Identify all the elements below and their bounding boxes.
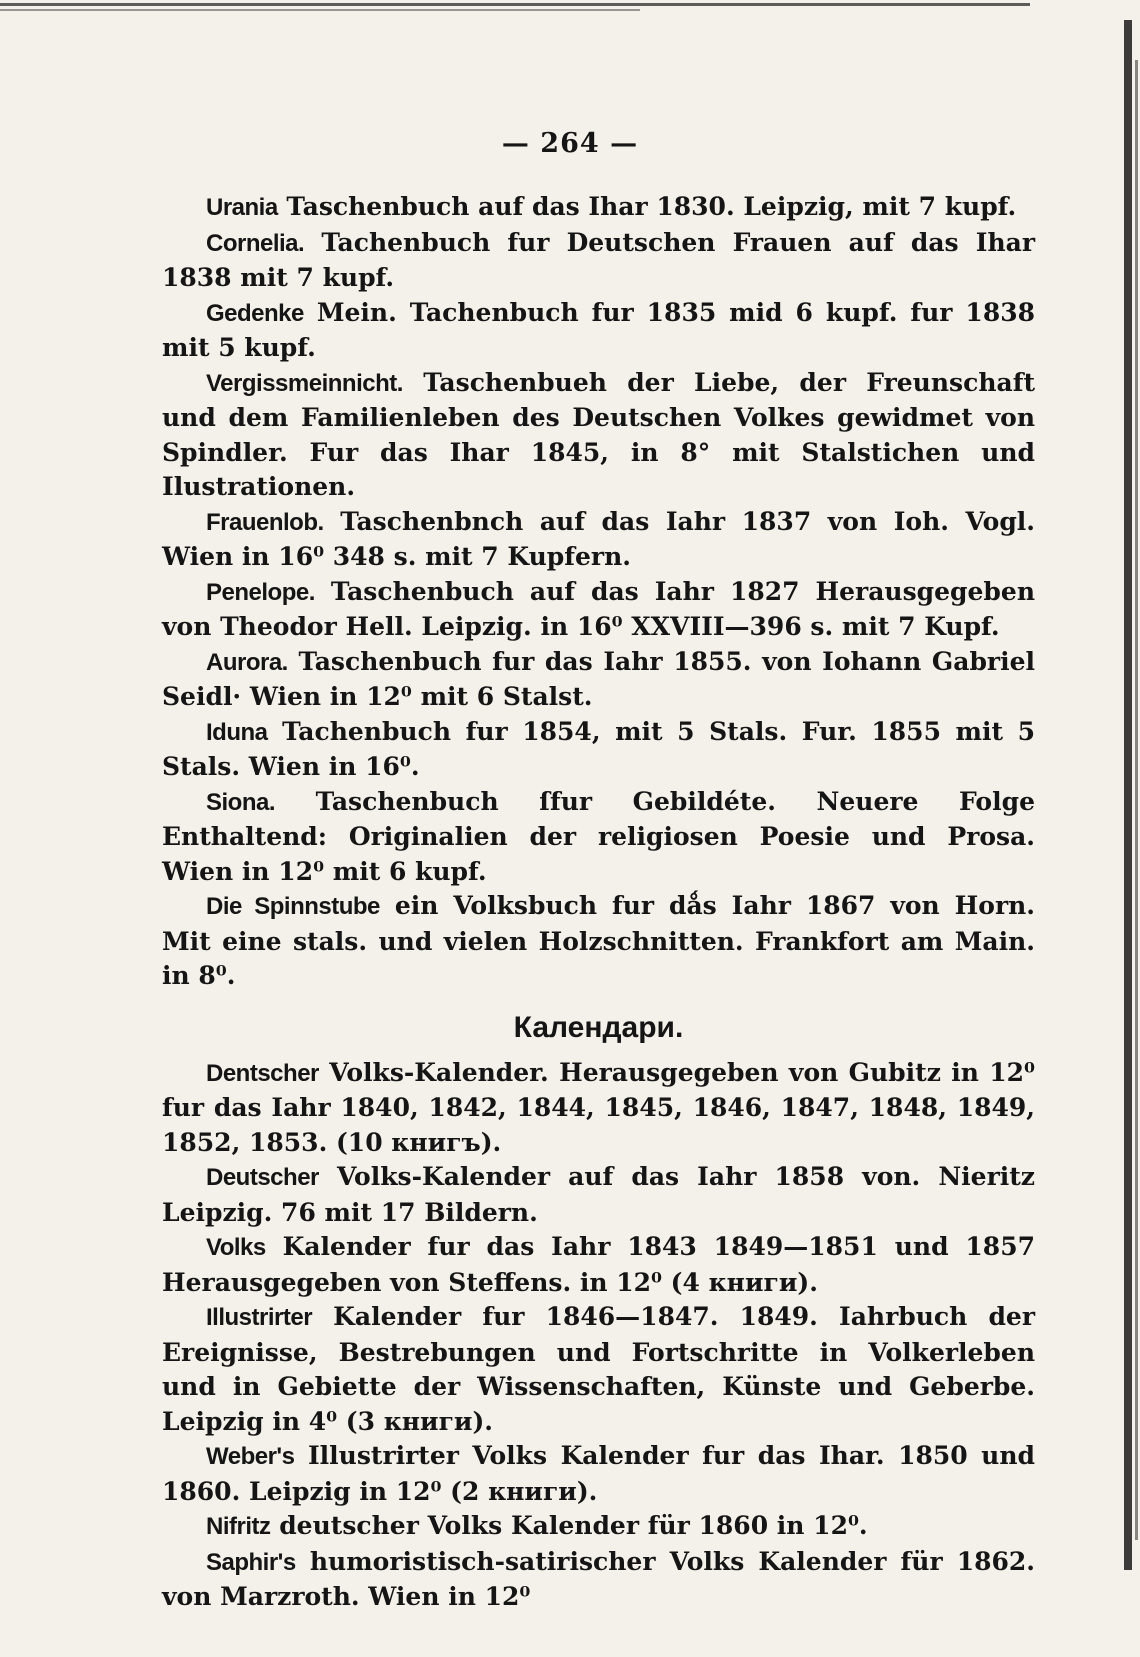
bibliography-entry [162,1509,1035,1545]
bibliography-entry [162,889,1035,994]
section-heading: Календари. [513,1010,684,1044]
bibliography-entry [162,715,1035,785]
entry-title: Vergissmeinnicht. [206,369,403,397]
entry-text: Illustrirter Volks Kalender fur das Ihar. 1850 und 1860. Leipzig in 12⁰ (2 книги). [162,1441,1035,1506]
scan-binding-shadow [1135,60,1138,1540]
bibliography-entry [162,575,1035,645]
bibliography-entry [162,1439,1035,1509]
page-number: — 264 — [501,128,639,159]
bibliography-entry [162,296,1035,366]
bibliography-entry [162,366,1035,505]
entry-title: Volks [206,1234,266,1261]
entry-title: Penelope. [206,578,315,606]
page-body [162,190,1035,1615]
bibliography-entry [162,645,1035,715]
scan-line [0,9,640,11]
scan-line [0,3,1030,6]
entry-text: Taschenbuch auf das Ihar 1830. Leipzig, mit 7 kupf. [277,192,1017,221]
bibliography-entry [162,1230,1035,1300]
scan-right-edge [1118,0,1140,1580]
entry-title: Die Spinnstube [206,893,380,920]
bibliography-entry [162,1160,1035,1230]
bibliography-entry [162,226,1035,296]
entry-title: Gedenke [206,299,304,327]
entry-text: Tachenbuch fur 1854, mit 5 Stals. Fur. 1855 mit 5 Stals. Wien in 16⁰. [162,716,1035,781]
entry-text: humoristisch-satirischer Volks Kalender für 1862. von Marzroth. Wien in 12⁰ [162,1546,1035,1611]
entry-text: ein Volksbuch fur dǻs Iahr 1867 von Horn. Mit eine stals. und vielen Holzschnitten. Frankfort am Main. in 8⁰. [162,891,1035,990]
entry-text: Kalender fur 1846—1847. 1849. Iahrbuch der Ereignisse, Bestrebungen und Fortschritte in Volkerleben und in Gebiette der Wissenschaften, Künste und Geberbe. Leipzig in 4⁰ (3 книги). [162,1302,1035,1436]
entry-title: Deutscher [206,1164,319,1191]
entry-text: Tachenbuch fur Deutschen Frauen auf das Ihar 1838 mit 7 kupf. [162,227,1035,292]
entry-text: deutscher Volks Kalender für 1860 in 12⁰. [270,1511,868,1540]
entry-title: Nifritz [206,1513,271,1540]
bibliography-entry [162,1545,1035,1615]
almanac-list [162,190,1035,994]
scan-binding-shadow [1124,20,1132,1570]
entry-text: Volks-Kalender. Herausgegeben von Gubitz in 12⁰ fur das Iahr 1840, 1842, 1844, 1845, 1846, 1847, 1848, 1849, 1852, 1853. (10 книгъ). [162,1057,1035,1157]
entry-title: Aurora. [206,648,288,676]
entry-title: Siona. [206,788,276,816]
entry-title: Frauenlob. [206,508,324,536]
scan-top-edge [0,0,1140,16]
entry-text: Volks-Kalender auf das Iahr 1858 von. Nieritz Leipzig. 76 mit 17 Bildern. [162,1162,1035,1227]
entry-text: Kalender fur das Iahr 1843 1849—1851 und 1857 Herausgegeben von Steffens. in 12⁰ (4 книги). [162,1232,1035,1297]
bibliography-entry [162,785,1035,890]
bibliography-entry [162,505,1035,575]
calendar-list [162,1056,1035,1615]
bibliography-entry [162,1300,1035,1439]
bibliography-entry [162,1056,1035,1161]
bibliography-entry [162,190,1035,226]
entry-text: Mein. Tachenbuch fur 1835 mid 6 kupf. fur 1838 mit 5 kupf. [162,297,1035,362]
entry-text: Taschenbuch fur das Iahr 1855. von Iohann Gabriel Seidl· Wien in 12⁰ mit 6 Stalst. [162,646,1035,711]
entry-title: Saphir's [206,1548,296,1576]
entry-text: Taschenbnch auf das Iahr 1837 von Ioh. Vogl. Wien in 16⁰ 348 s. mit 7 Kupfern. [162,506,1035,571]
entry-title: Iduna [206,718,268,746]
entry-text: Taschenbuch auf das Iahr 1827 Herausgegeben von Theodor Hell. Leipzig. in 16⁰ XXVIII—396 s. mit 7 Kupf. [162,576,1035,641]
entry-title: Urania [206,194,278,221]
entry-text: Taschenbuch ſfur Gebildéte. Neuere Folge Enthaltend: Originalien der religiosen Poesie und Prosa. Wien in 12⁰ mit 6 kupf. [162,786,1035,886]
entry-text: Taschenbueh der Liebe, der Freunschaft und dem Familienleben des Deutschen Volkes gewidmet von Spindler. Fur das Ihar 1845, in 8° mit Stalstichen und Ilustrationen. [162,367,1035,501]
entry-title: Cornelia. [206,229,305,257]
entry-title: Illustrirter [206,1304,313,1331]
entry-title: Dentscher [206,1059,319,1087]
entry-title: Weber's [206,1443,295,1470]
